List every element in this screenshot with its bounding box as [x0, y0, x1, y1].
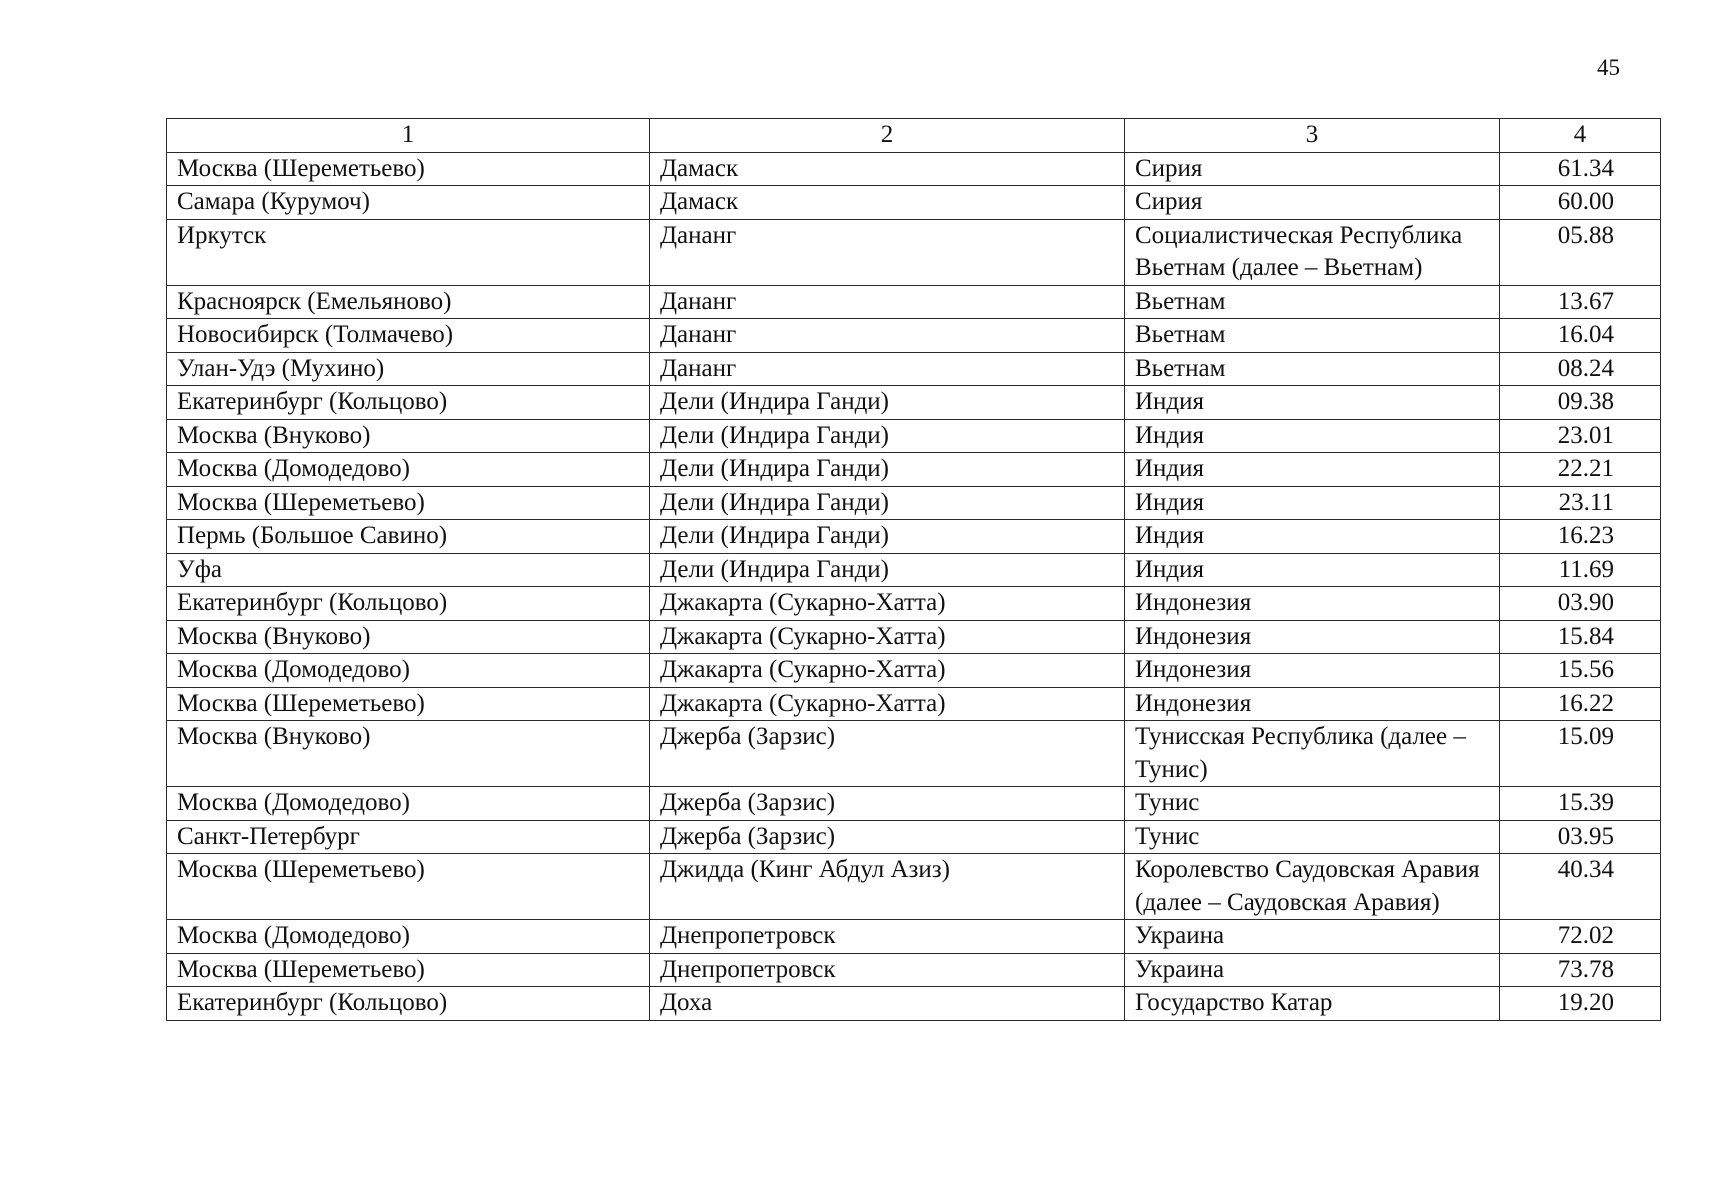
destination-airport-cell: Дели (Индира Ганди) [650, 453, 1125, 487]
destination-airport-cell: Днепропетровск [650, 920, 1125, 954]
country-cell: Индонезия [1125, 654, 1500, 688]
value-cell: 03.95 [1500, 820, 1661, 854]
country-cell: Украина [1125, 920, 1500, 954]
table-row [167, 721, 1661, 787]
value-cell: 05.88 [1500, 219, 1661, 285]
value-cell: 15.09 [1500, 721, 1661, 787]
country-cell: Тунисская Республика (далее – Тунис) [1125, 721, 1500, 787]
country-cell: Индия [1125, 453, 1500, 487]
departure-airport-cell: Москва (Внуково) [167, 620, 650, 654]
destination-airport-cell: Джерба (Зарзис) [650, 787, 1125, 821]
departure-airport-cell: Москва (Домодедово) [167, 787, 650, 821]
value-cell: 03.90 [1500, 587, 1661, 621]
table-row [167, 152, 1661, 186]
header-cell: 2 [650, 119, 1125, 153]
country-cell: Индия [1125, 520, 1500, 554]
destination-airport-cell: Дананг [650, 319, 1125, 353]
destination-airport-cell: Джакарта (Сукарно-Хатта) [650, 587, 1125, 621]
value-cell: 09.38 [1500, 386, 1661, 420]
table-row [167, 920, 1661, 954]
country-cell: Индонезия [1125, 687, 1500, 721]
country-cell: Сирия [1125, 152, 1500, 186]
value-cell: 40.34 [1500, 854, 1661, 920]
destination-airport-cell: Дели (Индира Ганди) [650, 520, 1125, 554]
destination-airport-cell: Дамаск [650, 152, 1125, 186]
value-cell: 15.56 [1500, 654, 1661, 688]
country-cell: Королевство Саудовская Аравия (далее – Саудовская Аравия) [1125, 854, 1500, 920]
routes-table [166, 118, 1661, 1021]
departure-airport-cell: Москва (Шереметьево) [167, 854, 650, 920]
table-row [167, 854, 1661, 920]
country-cell: Тунис [1125, 820, 1500, 854]
destination-airport-cell: Дананг [650, 352, 1125, 386]
destination-airport-cell: Джакарта (Сукарно-Хатта) [650, 687, 1125, 721]
value-cell: 72.02 [1500, 920, 1661, 954]
table-row [167, 219, 1661, 285]
value-cell: 16.04 [1500, 319, 1661, 353]
departure-airport-cell: Москва (Домодедово) [167, 654, 650, 688]
country-cell: Государство Катар [1125, 987, 1500, 1021]
destination-airport-cell: Днепропетровск [650, 953, 1125, 987]
departure-airport-cell: Пермь (Большое Савино) [167, 520, 650, 554]
value-cell: 19.20 [1500, 987, 1661, 1021]
value-cell: 23.01 [1500, 419, 1661, 453]
country-cell: Тунис [1125, 787, 1500, 821]
country-cell: Индия [1125, 553, 1500, 587]
departure-airport-cell: Москва (Шереметьево) [167, 152, 650, 186]
table-row [167, 787, 1661, 821]
country-cell: Сирия [1125, 186, 1500, 220]
value-cell: 13.67 [1500, 285, 1661, 319]
destination-airport-cell: Дели (Индира Ганди) [650, 553, 1125, 587]
table-header [167, 119, 1661, 153]
value-cell: 22.21 [1500, 453, 1661, 487]
departure-airport-cell: Екатеринбург (Кольцово) [167, 987, 650, 1021]
value-cell: 08.24 [1500, 352, 1661, 386]
departure-airport-cell: Екатеринбург (Кольцово) [167, 587, 650, 621]
destination-airport-cell: Джакарта (Сукарно-Хатта) [650, 620, 1125, 654]
table-row [167, 953, 1661, 987]
country-cell: Вьетнам [1125, 319, 1500, 353]
table-row [167, 486, 1661, 520]
value-cell: 61.34 [1500, 152, 1661, 186]
table-row [167, 453, 1661, 487]
country-cell: Индия [1125, 386, 1500, 420]
table-row [167, 820, 1661, 854]
destination-airport-cell: Дели (Индира Ганди) [650, 486, 1125, 520]
destination-airport-cell: Доха [650, 987, 1125, 1021]
destination-airport-cell: Дамаск [650, 186, 1125, 220]
destination-airport-cell: Джерба (Зарзис) [650, 820, 1125, 854]
destination-airport-cell: Дананг [650, 219, 1125, 285]
departure-airport-cell: Москва (Шереметьево) [167, 953, 650, 987]
value-cell: 16.23 [1500, 520, 1661, 554]
departure-airport-cell: Москва (Внуково) [167, 419, 650, 453]
departure-airport-cell: Екатеринбург (Кольцово) [167, 386, 650, 420]
departure-airport-cell: Уфа [167, 553, 650, 587]
table-row [167, 553, 1661, 587]
table-row [167, 419, 1661, 453]
destination-airport-cell: Джакарта (Сукарно-Хатта) [650, 654, 1125, 688]
table-row [167, 587, 1661, 621]
country-cell: Социалистическая Республика Вьетнам (далее – Вьетнам) [1125, 219, 1500, 285]
value-cell: 73.78 [1500, 953, 1661, 987]
table-row [167, 386, 1661, 420]
departure-airport-cell: Москва (Домодедово) [167, 453, 650, 487]
header-cell: 3 [1125, 119, 1500, 153]
country-cell: Вьетнам [1125, 285, 1500, 319]
destination-airport-cell: Дели (Индира Ганди) [650, 419, 1125, 453]
country-cell: Индонезия [1125, 587, 1500, 621]
table-row [167, 987, 1661, 1021]
departure-airport-cell: Красноярск (Емельяново) [167, 285, 650, 319]
table-row [167, 654, 1661, 688]
table-row [167, 352, 1661, 386]
table-body [167, 152, 1661, 1020]
departure-airport-cell: Иркутск [167, 219, 650, 285]
country-cell: Индия [1125, 419, 1500, 453]
destination-airport-cell: Дели (Индира Ганди) [650, 386, 1125, 420]
departure-airport-cell: Москва (Домодедово) [167, 920, 650, 954]
departure-airport-cell: Москва (Шереметьево) [167, 687, 650, 721]
departure-airport-cell: Москва (Внуково) [167, 721, 650, 787]
country-cell: Индонезия [1125, 620, 1500, 654]
destination-airport-cell: Джидда (Кинг Абдул Азиз) [650, 854, 1125, 920]
header-row [167, 119, 1661, 153]
value-cell: 16.22 [1500, 687, 1661, 721]
destination-airport-cell: Дананг [650, 285, 1125, 319]
country-cell: Вьетнам [1125, 352, 1500, 386]
page-number: 45 [1597, 55, 1620, 80]
table-row [167, 285, 1661, 319]
departure-airport-cell: Улан-Удэ (Мухино) [167, 352, 650, 386]
destination-airport-cell: Джерба (Зарзис) [650, 721, 1125, 787]
table-row [167, 520, 1661, 554]
country-cell: Индия [1125, 486, 1500, 520]
header-cell: 1 [167, 119, 650, 153]
value-cell: 23.11 [1500, 486, 1661, 520]
departure-airport-cell: Санкт-Петербург [167, 820, 650, 854]
value-cell: 15.39 [1500, 787, 1661, 821]
departure-airport-cell: Самара (Курумоч) [167, 186, 650, 220]
departure-airport-cell: Москва (Шереметьево) [167, 486, 650, 520]
value-cell: 60.00 [1500, 186, 1661, 220]
country-cell: Украина [1125, 953, 1500, 987]
value-cell: 11.69 [1500, 553, 1661, 587]
departure-airport-cell: Новосибирск (Толмачево) [167, 319, 650, 353]
header-cell: 4 [1500, 119, 1661, 153]
table-row [167, 186, 1661, 220]
table-row [167, 319, 1661, 353]
value-cell: 15.84 [1500, 620, 1661, 654]
table-row [167, 620, 1661, 654]
table-row [167, 687, 1661, 721]
